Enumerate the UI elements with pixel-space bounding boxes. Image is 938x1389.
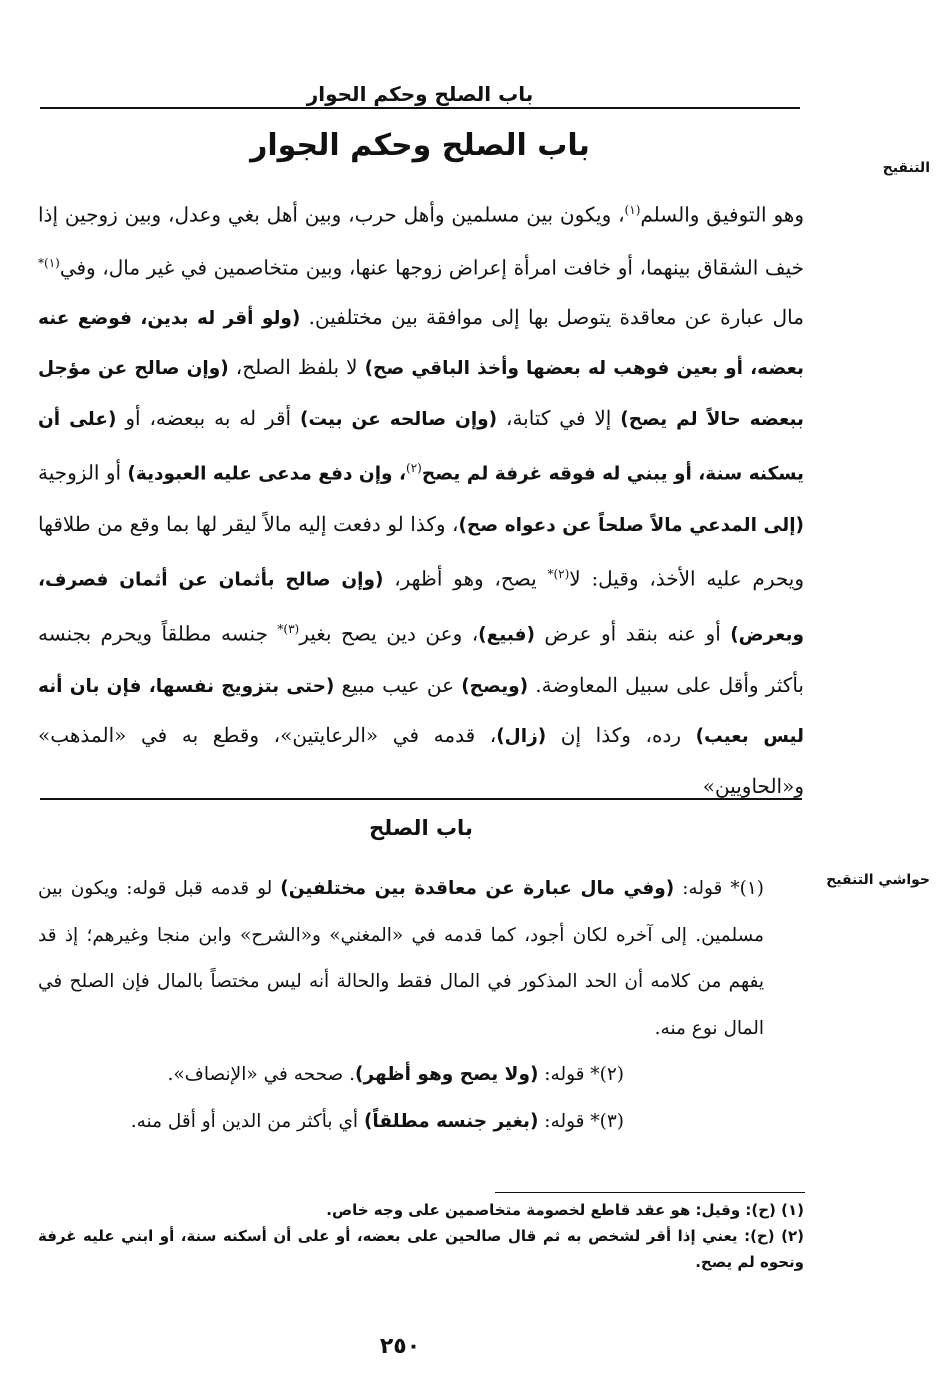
footnote-rule (495, 1192, 805, 1193)
matn-text: (وإن صالح عن مؤجل ببعضه حالاً لم يصح) (38, 358, 805, 430)
commentary-text: (٣)* قوله: (538, 1110, 624, 1132)
running-title: باب الصلح وحكم الحوار (306, 82, 534, 106)
matn-text: (وفي مال عبارة عن معاقدة بين مختلفين) (280, 878, 675, 899)
matn-text: (ولا يصح وهو أظهر) (354, 1064, 539, 1085)
footnote-item: (١) (ح): وقيل: هو عقد قاطع لخصومة متخاصمين على وجه خاص. (326, 1201, 804, 1219)
matn-text: (فبيع) (478, 625, 535, 647)
note-item (38, 866, 804, 1052)
footnote-marker: (٢) (406, 461, 422, 476)
matn-text: (وإن صالحه عن بيت) (300, 408, 498, 430)
header-rule (40, 107, 800, 109)
commentary-text: (١)* قوله: (674, 878, 764, 899)
matn-text: (حتى بتزويج نفسها، فإن بان أنه ليس بعيب) (38, 675, 805, 748)
commentary-text: مال عبارة عن معاقدة يتوصل بها إلى موافقة بين مختلفين. (300, 304, 804, 329)
matn-text: (على أن يسكنه سنة، أو يبني له فوقه غرفة لم يصح (38, 408, 805, 485)
page-number: ٢٥٠ (379, 1334, 421, 1359)
matn-text: (وإن صالح بأثمان عن أثمان فصرف، وبعرض) (38, 569, 804, 647)
commentary-text: لو قدمه قبل قوله: ويكون بين مسلمين. إلى آخره لكان أجود، كما قدمه في «المغني» و«الشرح» وابن منجا وغيرهم؛ إذ قد يفهم من كلامه أن الحد المذكور في المال فقط والحالة أنه ليس مختصاً بالمال فإن الصلح في المال نوع منه. (38, 878, 764, 1039)
commentary-text: إلا في كتابة، (497, 405, 621, 430)
commentary-text: ، قدمه في «الرعايتين»، وقطع به في «المذهب» و«الحاويين» (38, 723, 804, 798)
matn-text: (بغير جنسه مطلقاً) (363, 1110, 539, 1132)
commentary-text: عن عيب مبيع (334, 672, 462, 697)
main-text (38, 186, 804, 810)
note-item (38, 1099, 804, 1146)
notes-title: باب الصلح (369, 816, 473, 840)
notes-block (38, 866, 804, 1145)
commentary-text: (٢)* قوله: (538, 1064, 624, 1085)
matn-text: (إلى المدعي مالاً صلحاً عن دعواه صح) (458, 514, 805, 536)
matn-text: (ويصح) (461, 675, 529, 697)
footnote-marker: (٢)* (547, 567, 570, 582)
footnote-marker: (٣)* (277, 622, 300, 637)
side-label-notes: حواشي التنقيح (826, 872, 930, 888)
note-item (38, 1052, 804, 1099)
footnote-item: (٢) (ح): يعني إذا أقر لشخص به ثم قال صالحين على بعضه، أو على أن أسكنه سنة، أو ابني عليه غرفة ونحوه لم يصح. (38, 1227, 804, 1271)
matn-text: (ولو أقر له بدين، فوضع عنه بعضه، أو بعين فوهب له بعضها وأخذ الباقي صح) (38, 307, 805, 380)
commentary-text: ، وكذا لو دفعت إليه مالاً ليقر لها بما وقع من طلاقها ويحرم عليه الأخذ، وقيل: لا (38, 511, 804, 591)
commentary-text: أي بأكثر من الدين أو أقل منه. (130, 1110, 364, 1132)
commentary-text: يصح، وهو أظهر، (383, 566, 548, 591)
commentary-text: ، ويكون بين مسلمين وأهل حرب، وبين أهل بغي وعدل، وبين زوجين إذا خيف الشقاق بينهما، أو خافت امرأة إعراض زوجها عنها، وبين متخاصمين في غير مال، وفي (38, 202, 804, 280)
footnote-marker: (١)* (38, 256, 60, 271)
commentary-text: وهو التوفيق والسلم (640, 202, 804, 227)
commentary-text: ، وعن دين يصح بغير (299, 622, 479, 647)
commentary-text: أو الزوجية (38, 460, 128, 485)
commentary-text: جنسه مطلقاً ويحرم بجنسه بأكثر وأقل على سبيل المعاوضة. (38, 622, 804, 697)
commentary-text: لا بلفظ الصلح، (228, 355, 365, 380)
commentary-text: أو عنه بنقد أو عرض (534, 622, 731, 647)
matn-text: ، وإن دفع مدعى عليه العبودية) (127, 463, 407, 485)
commentary-text: . صححه في «الإنصاف». (167, 1064, 355, 1085)
matn-text: (زال) (496, 726, 547, 748)
footnotes-block (38, 1197, 804, 1275)
footnote-marker: (١) (624, 203, 641, 217)
commentary-text: أقر له به ببعضه، أو (116, 405, 300, 430)
chapter-title: باب الصلح وحكم الجوار (250, 128, 590, 163)
side-label-main: التنقيح (882, 160, 930, 176)
section-divider (40, 798, 802, 800)
commentary-text: رده، وكذا إن (546, 723, 696, 748)
